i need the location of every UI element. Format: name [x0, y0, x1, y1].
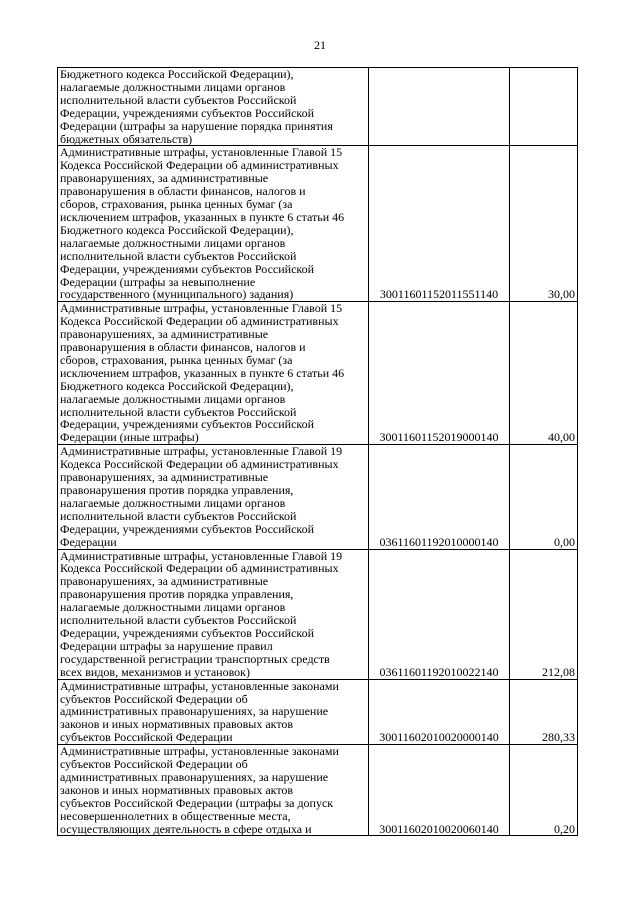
page-number: 21: [314, 38, 326, 52]
row-code: 30011601152019000140: [369, 302, 510, 445]
row-description: Бюджетного кодекса Российской Федерации), налагаемые должностными лицами органов исполнительной власти субъектов Российской Федерации, учреждениями субъектов Российской Федерации (штрафы за нарушение порядка принятия бюджетных обязательств): [58, 68, 369, 146]
row-value: 212,08: [510, 549, 578, 679]
row-description: Административные штрафы, установленные Главой 15 Кодекса Российской Федерации об административных правонарушениях, за административные правонарушения в области финансов, налогов и сборов, страхования, рынка ценных бумаг (за исключением штрафов, указанных в пункте 6 статьи 46 Бюджетного кодекса Российской Федерации), налагаемые должностными лицами органов исполнительной власти субъектов Российской Федерации, учреждениями субъектов Российской Федерации (иные штрафы): [58, 302, 369, 445]
row-value: 280,33: [510, 679, 578, 745]
table-row: [58, 302, 578, 445]
revenue-table: [57, 67, 578, 836]
row-description: Административные штрафы, установленные законами субъектов Российской Федерации об административных правонарушениях, за нарушение законов и иных нормативных правовых актов субъектов Российской Федерации (штрафы за допуск несовершеннолетних в общественные места, осуществляющих деятельность в сфере отдыха и: [58, 745, 369, 836]
row-description: Административные штрафы, установленные Главой 19 Кодекса Российской Федерации об административных правонарушениях, за административные правонарушения против порядка управления, налагаемые должностными лицами органов исполнительной власти субъектов Российской Федерации, учреждениями субъектов Российской Федерации штрафы за нарушение правил государственной регистрации транспортных средств всех видов, механизмов и установок): [58, 549, 369, 679]
table-row: [58, 68, 578, 146]
row-description: Административные штрафы, установленные Главой 19 Кодекса Российской Федерации об административных правонарушениях, за административные правонарушения против порядка управления, налагаемые должностными лицами органов исполнительной власти субъектов Российской Федерации, учреждениями субъектов Российской Федерации: [58, 445, 369, 549]
table-row: [58, 146, 578, 302]
row-code: 30011602010020000140: [369, 679, 510, 745]
row-value: [510, 68, 578, 146]
table-row: [58, 745, 578, 836]
table-row: [58, 549, 578, 679]
row-value: 0,00: [510, 445, 578, 549]
row-description: Административные штрафы, установленные Главой 15 Кодекса Российской Федерации об административных правонарушениях, за административные правонарушения в области финансов, налогов и сборов, страхования, рынка ценных бумаг (за исключением штрафов, указанных в пункте 6 статьи 46 Бюджетного кодекса Российской Федерации), налагаемые должностными лицами органов исполнительной власти субъектов Российской Федерации, учреждениями субъектов Российской Федерации (штрафы за невыполнение государственного (муниципального) задания): [58, 146, 369, 302]
row-code: 03611601192010022140: [369, 549, 510, 679]
row-value: 30,00: [510, 146, 578, 302]
table-row: [58, 445, 578, 549]
row-value: 0,20: [510, 745, 578, 836]
row-code: 03611601192010000140: [369, 445, 510, 549]
row-code: 30011601152011551140: [369, 146, 510, 302]
row-description: Административные штрафы, установленные законами субъектов Российской Федерации об административных правонарушениях, за нарушение законов и иных нормативных правовых актов субъектов Российской Федерации: [58, 679, 369, 745]
row-value: 40,00: [510, 302, 578, 445]
table-row: [58, 679, 578, 745]
row-code: 30011602010020060140: [369, 745, 510, 836]
row-code: [369, 68, 510, 146]
